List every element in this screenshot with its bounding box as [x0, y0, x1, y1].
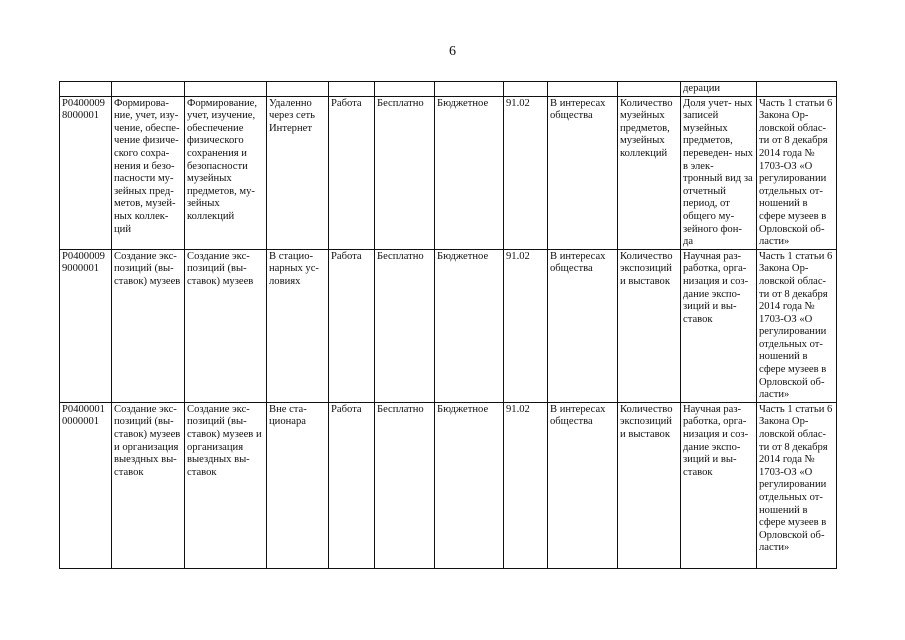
legal-basis: Часть 1 статьи 6 Закона Ор- ловской облас- ти от 8 декабря 2014 года № 1703-ОЗ «О регулировании отдельных от- ношений в сфере музеев в Орловской об- ласти» — [757, 249, 837, 402]
continuation-fragment: дерации — [681, 82, 757, 97]
volume-indicator: Количество экспозиций и выставок — [618, 249, 681, 402]
services-table — [59, 81, 837, 569]
page-number: 6 — [449, 44, 456, 59]
service-type: Работа — [329, 249, 375, 402]
volume-indicator: Количество экспозиций и выставок — [618, 402, 681, 568]
service-conditions: Удаленно через сеть Интернет — [267, 96, 329, 249]
legal-basis: Часть 1 статьи 6 Закона Ор- ловской облас- ти от 8 декабря 2014 года № 1703-ОЗ «О регулировании отдельных от- ношений в сфере музеев в Орловской об- ласти» — [757, 96, 837, 249]
service-content: Создание экс- позиций (вы- ставок) музеев и организация выездных вы- ставок — [185, 402, 267, 568]
service-name: Создание экс- позиций (вы- ставок) музеев — [112, 249, 185, 402]
consumer-category: В интересах общества — [548, 249, 618, 402]
service-payment: Бесплатно — [375, 249, 435, 402]
okved-code: 91.02 — [504, 96, 548, 249]
service-code: P0400001 0000001 — [60, 402, 112, 568]
quality-indicator: Научная раз- работка, орга- низация и соз- дание экспо- зиций и вы- ставок — [681, 249, 757, 402]
service-type: Работа — [329, 96, 375, 249]
institution-type: Бюджетное — [435, 249, 504, 402]
volume-indicator: Количество музейных предметов, музейных коллекций — [618, 96, 681, 249]
service-code: P0400009 9000001 — [60, 249, 112, 402]
quality-indicator: Научная раз- работка, орга- низация и соз- дание экспо- зиций и вы- ставок — [681, 402, 757, 568]
consumer-category: В интересах общества — [548, 96, 618, 249]
service-name: Создание экс- позиций (вы- ставок) музеев и организация выездных вы- ставок — [112, 402, 185, 568]
table-row — [60, 96, 837, 249]
service-content: Формирование, учет, изучение, обеспечение физического сохранения и безопасности музейных предметов, му- зейных коллекций — [185, 96, 267, 249]
institution-type: Бюджетное — [435, 96, 504, 249]
okved-code: 91.02 — [504, 402, 548, 568]
service-payment: Бесплатно — [375, 96, 435, 249]
continuation-row — [60, 82, 837, 97]
service-type: Работа — [329, 402, 375, 568]
table-row — [60, 402, 837, 568]
okved-code: 91.02 — [504, 249, 548, 402]
service-payment: Бесплатно — [375, 402, 435, 568]
institution-type: Бюджетное — [435, 402, 504, 568]
service-code: P0400009 8000001 — [60, 96, 112, 249]
service-name: Формирова- ние, учет, изу- чение, обеспе- чение физиче- ского сохра- нения и безо- пасности му- зейных пред- метов, музей- ных коллек- ций — [112, 96, 185, 249]
service-content: Создание экс- позиций (вы- ставок) музеев — [185, 249, 267, 402]
service-conditions: Вне ста- ционара — [267, 402, 329, 568]
legal-basis: Часть 1 статьи 6 Закона Ор- ловской облас- ти от 8 декабря 2014 года № 1703-ОЗ «О регулировании отдельных от- ношений в сфере музеев в Орловской об- ласти» — [757, 402, 837, 568]
quality-indicator: Доля учет- ных записей музейных предметов, переведен- ных в элек- тронный вид за отчетный период, от общего му- зейного фон- да — [681, 96, 757, 249]
consumer-category: В интересах общества — [548, 402, 618, 568]
service-conditions: В стацио- нарных ус- ловиях — [267, 249, 329, 402]
table-row — [60, 249, 837, 402]
